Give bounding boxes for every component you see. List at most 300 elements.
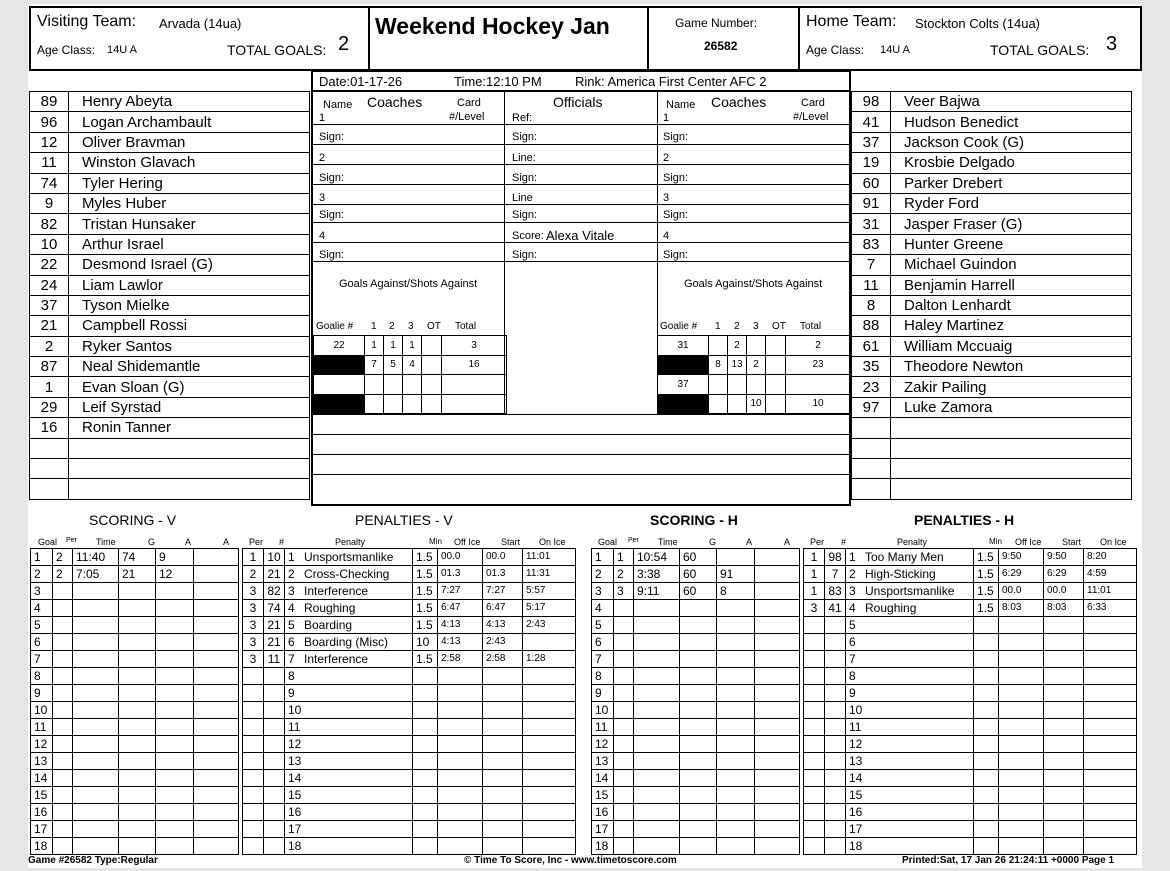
penalty-player — [825, 685, 846, 702]
penalty-desc-cell — [846, 617, 974, 634]
period — [53, 787, 73, 804]
penalty-off-ice — [438, 804, 483, 821]
time: 7:05 — [73, 566, 119, 583]
visiting-total-goals: 2 — [338, 33, 350, 55]
goal-num: 11 — [592, 719, 614, 736]
penalty-line-num: 11 — [288, 720, 301, 734]
ph-hdr-min: Min — [989, 537, 1002, 546]
penalty-minutes — [974, 719, 999, 736]
assist-1 — [156, 804, 194, 821]
sh-hdr-a1: A — [746, 537, 753, 547]
roster-row — [30, 112, 310, 132]
scoring-h-table — [591, 548, 800, 855]
penalty-minutes: 1.5 — [974, 583, 999, 600]
home-coach-2-num: 2 — [663, 152, 670, 164]
player-name: Veer Bajwa — [891, 92, 1132, 112]
player-number: 41 — [852, 112, 891, 132]
penalty-row — [243, 753, 576, 770]
assist-2 — [194, 736, 239, 753]
goalie-cell — [365, 375, 384, 395]
assist-1 — [156, 685, 194, 702]
period — [614, 838, 634, 855]
goal-scorer — [119, 600, 156, 617]
penalty-on-ice: 5:57 — [523, 583, 576, 600]
visiting-coach-1-num: 1 — [319, 112, 326, 124]
assist-2 — [755, 804, 800, 821]
penalty-row — [243, 787, 576, 804]
penalty-line-num: 5 — [288, 618, 295, 632]
scoring-row — [592, 634, 800, 651]
penalty-player — [825, 753, 846, 770]
visiting-age-class: 14U A — [107, 44, 137, 56]
assist-2 — [194, 617, 239, 634]
h-goalie-hdr-p1: 1 — [715, 321, 721, 332]
visiting-team-box — [29, 6, 370, 71]
roster-row — [30, 214, 310, 234]
visiting-coach-1-sign: Sign: — [319, 131, 345, 143]
roster-row — [30, 275, 310, 295]
goalie-cell: 10 — [747, 394, 766, 414]
penalty-line-num: 14 — [849, 771, 863, 785]
penalty-row — [804, 770, 1137, 787]
goal-scorer — [119, 821, 156, 838]
penalty-desc-cell — [285, 736, 413, 753]
assist-1 — [156, 770, 194, 787]
player-name: William Mccuaig — [891, 336, 1132, 356]
penalty-off-ice — [999, 651, 1044, 668]
player-name: Henry Abeyta — [69, 92, 310, 112]
player-name: Benjamin Harrell — [891, 275, 1132, 295]
roster-row — [852, 92, 1132, 112]
penalty-off-ice: 6:47 — [438, 600, 483, 617]
home-goalie-stats-title: Goals Against/Shots Against — [684, 278, 823, 290]
player-number: 10 — [30, 234, 69, 254]
period — [614, 600, 634, 617]
penalty-on-ice — [1084, 634, 1137, 651]
penalty-period: 1 — [243, 549, 264, 566]
penalties-v-table — [242, 548, 576, 855]
assist-2 — [194, 753, 239, 770]
time — [634, 787, 680, 804]
visiting-staff-name-header: Name — [323, 99, 353, 111]
goalie-cell — [422, 375, 442, 395]
penalty-minutes — [413, 736, 438, 753]
home-coaches-header: Coaches — [711, 94, 767, 110]
game-number: 26582 — [704, 39, 738, 53]
player-number: 37 — [852, 132, 891, 152]
game-number-box — [647, 6, 800, 71]
player-number: 12 — [30, 132, 69, 152]
player-number — [852, 438, 891, 458]
goalie-cell: 4 — [403, 355, 422, 375]
assist-2 — [194, 702, 239, 719]
penalty-name: Roughing — [865, 601, 917, 615]
player-number: 11 — [852, 275, 891, 295]
goal-scorer — [680, 753, 717, 770]
penalty-player — [825, 821, 846, 838]
penalty-start — [483, 770, 523, 787]
scoring-row — [31, 787, 239, 804]
goal-scorer — [680, 702, 717, 719]
goal-num: 6 — [592, 634, 614, 651]
penalty-row — [804, 634, 1137, 651]
v-goalie-hdr-goalie: Goalie # — [316, 321, 354, 332]
goalie-cell: 8 — [709, 355, 728, 375]
roster-row — [30, 377, 310, 397]
penalty-desc-cell — [285, 668, 413, 685]
penalty-on-ice — [1084, 617, 1137, 634]
goalie-cell — [747, 375, 766, 395]
penalty-player: 21 — [264, 566, 285, 583]
goalie-cell: 3 — [442, 336, 507, 356]
roster-row — [852, 295, 1132, 315]
penalty-start — [483, 838, 523, 855]
assist-1 — [717, 668, 755, 685]
penalty-player — [264, 821, 285, 838]
assist-1 — [156, 600, 194, 617]
penalties-h-table — [803, 548, 1137, 855]
goal-scorer: 60 — [680, 583, 717, 600]
goal-scorer — [680, 787, 717, 804]
goal-scorer — [119, 770, 156, 787]
goalie-cell — [422, 355, 442, 375]
official-score-label: Score: — [512, 230, 544, 242]
penalty-on-ice — [523, 668, 576, 685]
period — [614, 651, 634, 668]
goalie-cell — [766, 375, 786, 395]
penalty-line-num: 1 — [288, 550, 295, 564]
penalty-start — [1044, 804, 1084, 821]
assist-1 — [717, 736, 755, 753]
penalty-off-ice — [438, 736, 483, 753]
assist-2 — [755, 838, 800, 855]
assist-2 — [755, 668, 800, 685]
penalty-minutes — [413, 719, 438, 736]
penalty-start: 6:47 — [483, 600, 523, 617]
penalty-period: 3 — [243, 651, 264, 668]
penalty-start: 2:58 — [483, 651, 523, 668]
period — [614, 736, 634, 753]
scoring-row — [592, 821, 800, 838]
time — [634, 753, 680, 770]
player-number — [30, 479, 69, 499]
assist-2 — [194, 600, 239, 617]
penalty-player: 74 — [264, 600, 285, 617]
sv-hdr-a2: A — [223, 537, 230, 547]
penalty-off-ice — [999, 787, 1044, 804]
player-name: Campbell Rossi — [69, 316, 310, 336]
goalie-cell: 2 — [786, 336, 851, 356]
penalty-off-ice: 4:13 — [438, 617, 483, 634]
roster-row — [852, 397, 1132, 417]
assist-1 — [156, 719, 194, 736]
penalty-row — [804, 787, 1137, 804]
penalty-line-num: 18 — [288, 839, 302, 853]
penalty-player — [825, 770, 846, 787]
player-name: Desmond Israel (G) — [69, 255, 310, 275]
player-number: 8 — [852, 295, 891, 315]
home-level-header: #/Level — [793, 111, 829, 123]
visiting-total-goals-label: TOTAL GOALS: — [227, 42, 327, 58]
scoring-row — [31, 821, 239, 838]
penalty-minutes: 1.5 — [413, 651, 438, 668]
penalty-player: 21 — [264, 634, 285, 651]
home-coach-4-sign: Sign: — [663, 249, 689, 261]
penalty-minutes — [413, 668, 438, 685]
ph-hdr-onice: On Ice — [1100, 537, 1127, 547]
goalie-cell — [442, 394, 507, 414]
roster-row — [30, 459, 310, 479]
penalty-line-num: 13 — [288, 754, 302, 768]
penalty-start — [1044, 719, 1084, 736]
title-box — [368, 6, 649, 71]
player-number: 9 — [30, 193, 69, 213]
goal-num: 6 — [31, 634, 53, 651]
footer-copyright: © Time To Score, Inc - www.timetoscore.com — [464, 855, 677, 866]
penalty-on-ice: 5:17 — [523, 600, 576, 617]
home-card-header: Card — [801, 97, 825, 109]
assist-2 — [194, 651, 239, 668]
penalty-row — [243, 549, 576, 566]
penalty-player — [264, 753, 285, 770]
goal-num: 14 — [592, 770, 614, 787]
sv-hdr-a1: A — [185, 537, 192, 547]
player-number — [30, 459, 69, 479]
assist-1 — [717, 753, 755, 770]
penalty-desc-cell — [846, 736, 974, 753]
penalty-player — [825, 668, 846, 685]
period — [53, 753, 73, 770]
time — [73, 736, 119, 753]
pv-hdr-office: Off Ice — [454, 537, 481, 547]
goal-scorer: 21 — [119, 566, 156, 583]
penalty-desc-cell — [846, 668, 974, 685]
penalty-off-ice — [999, 617, 1044, 634]
goalie-cell — [709, 394, 728, 414]
penalty-start: 4:13 — [483, 617, 523, 634]
goalie-row — [314, 336, 507, 356]
penalty-name: Boarding — [304, 618, 353, 632]
official-score-sign: Sign: — [512, 249, 538, 261]
page-title: Weekend Hockey Jan — [375, 13, 610, 39]
penalty-off-ice — [438, 770, 483, 787]
roster-row — [30, 438, 310, 458]
period — [53, 838, 73, 855]
goal-num: 17 — [592, 821, 614, 838]
penalty-on-ice — [1084, 685, 1137, 702]
penalty-row — [804, 583, 1137, 600]
penalty-desc-cell — [846, 651, 974, 668]
staff-officials-block — [311, 90, 851, 506]
penalty-row — [804, 566, 1137, 583]
assist-2 — [755, 566, 800, 583]
footer-printed: Printed:Sat, 17 Jan 26 21:24:11 +0000 Page 1 — [902, 855, 1115, 866]
penalty-period: 3 — [804, 600, 825, 617]
time — [634, 804, 680, 821]
home-coach-3-sign: Sign: — [663, 209, 689, 221]
roster-row — [30, 255, 310, 275]
goalie-cell — [403, 375, 422, 395]
time — [73, 719, 119, 736]
goal-scorer — [119, 583, 156, 600]
player-name — [69, 459, 310, 479]
visiting-coaches-header: Coaches — [367, 94, 423, 110]
player-name: Luke Zamora — [891, 397, 1132, 417]
scoring-row — [31, 838, 239, 855]
penalty-off-ice — [999, 668, 1044, 685]
period — [53, 668, 73, 685]
time — [73, 583, 119, 600]
penalty-line-num: 16 — [849, 805, 863, 819]
goal-scorer — [119, 753, 156, 770]
goal-scorer — [680, 736, 717, 753]
penalty-start — [483, 719, 523, 736]
assist-2 — [194, 719, 239, 736]
penalty-row — [243, 770, 576, 787]
scoring-row — [592, 617, 800, 634]
goalie-row — [658, 355, 851, 375]
player-number — [852, 479, 891, 499]
goal-num: 2 — [31, 566, 53, 583]
penalty-off-ice — [999, 634, 1044, 651]
goalie-cell: 7 — [365, 355, 384, 375]
goalie-cell — [766, 355, 786, 375]
penalty-line-num: 8 — [288, 669, 295, 683]
goal-scorer — [119, 617, 156, 634]
penalty-desc-cell — [846, 770, 974, 787]
penalty-desc-cell — [846, 685, 974, 702]
player-name — [891, 418, 1132, 438]
goal-num: 3 — [592, 583, 614, 600]
penalty-line-num: 10 — [288, 703, 302, 717]
penalty-name: Unsportsmanlike — [304, 550, 394, 564]
period: 1 — [614, 549, 634, 566]
penalty-period — [243, 736, 264, 753]
time — [73, 600, 119, 617]
goalie-cell: 2 — [747, 355, 766, 375]
sv-hdr-per: Per — [66, 537, 77, 544]
home-total-goals-label: TOTAL GOALS: — [990, 42, 1090, 58]
goal-scorer — [680, 719, 717, 736]
assist-1 — [717, 634, 755, 651]
assist-1 — [717, 549, 755, 566]
goal-scorer: 60 — [680, 566, 717, 583]
goal-num: 5 — [592, 617, 614, 634]
goal-num: 7 — [31, 651, 53, 668]
roster-row — [852, 112, 1132, 132]
assist-1 — [156, 753, 194, 770]
rink-name: Rink: America First Center AFC 2 — [575, 74, 767, 89]
scoring-row — [31, 753, 239, 770]
goalie-row — [658, 336, 851, 356]
penalty-line-num: 5 — [849, 618, 856, 632]
goal-num: 1 — [592, 549, 614, 566]
assist-2 — [755, 702, 800, 719]
scoring-row — [592, 549, 800, 566]
period — [53, 634, 73, 651]
penalty-desc-cell — [846, 566, 974, 583]
penalty-player: 98 — [825, 549, 846, 566]
scoring-row — [31, 600, 239, 617]
assist-2 — [755, 583, 800, 600]
penalty-row — [804, 804, 1137, 821]
penalty-player — [825, 617, 846, 634]
scoring-row — [592, 770, 800, 787]
player-number: 35 — [852, 357, 891, 377]
penalty-player — [264, 702, 285, 719]
penalty-period — [804, 702, 825, 719]
penalty-player — [825, 787, 846, 804]
roster-row — [852, 234, 1132, 254]
penalty-row — [243, 651, 576, 668]
h-goalie-hdr-p2: 2 — [734, 321, 740, 332]
penalty-minutes: 1.5 — [974, 549, 999, 566]
penalty-player — [825, 736, 846, 753]
penalty-on-ice — [523, 804, 576, 821]
penalty-name: Roughing — [304, 601, 356, 615]
penalty-off-ice — [999, 685, 1044, 702]
assist-1 — [717, 685, 755, 702]
player-number: 88 — [852, 316, 891, 336]
penalty-minutes — [413, 787, 438, 804]
assist-1 — [156, 617, 194, 634]
scoring-row — [31, 685, 239, 702]
penalty-start — [483, 821, 523, 838]
scoring-row — [31, 549, 239, 566]
player-name: Haley Martinez — [891, 316, 1132, 336]
player-number: 21 — [30, 316, 69, 336]
penalty-start — [1044, 770, 1084, 787]
goalie-cell: 2 — [728, 336, 747, 356]
penalty-start: 00.0 — [1044, 583, 1084, 600]
penalty-player — [264, 787, 285, 804]
goal-scorer — [680, 685, 717, 702]
penalty-line-num: 15 — [288, 788, 302, 802]
penalty-off-ice — [999, 770, 1044, 787]
roster-row — [852, 255, 1132, 275]
roster-row — [30, 92, 310, 112]
roster-row — [852, 316, 1132, 336]
goal-num: 14 — [31, 770, 53, 787]
penalty-row — [804, 685, 1137, 702]
scoring-row — [31, 702, 239, 719]
player-name: Ryker Santos — [69, 336, 310, 356]
assist-1 — [717, 600, 755, 617]
time — [634, 702, 680, 719]
penalty-row — [243, 804, 576, 821]
player-name: Tristan Hunsaker — [69, 214, 310, 234]
penalty-off-ice — [999, 702, 1044, 719]
scoring-row — [31, 651, 239, 668]
home-staff-name-header: Name — [666, 99, 696, 111]
player-name: Ronin Tanner — [69, 418, 310, 438]
goal-num: 3 — [31, 583, 53, 600]
assist-2 — [194, 668, 239, 685]
ph-hdr-penalty: Penalty — [897, 537, 928, 547]
home-goalie-table — [657, 335, 851, 414]
penalty-minutes: 1.5 — [974, 566, 999, 583]
player-name: Winston Glavach — [69, 153, 310, 173]
penalty-player — [264, 668, 285, 685]
h-goalie-hdr-total: Total — [800, 321, 822, 332]
player-number: 74 — [30, 173, 69, 193]
h-goalie-hdr-p3: 3 — [753, 321, 759, 332]
penalty-start — [483, 685, 523, 702]
goal-scorer — [680, 804, 717, 821]
sh-hdr-time: Time — [658, 537, 678, 547]
assist-2 — [755, 787, 800, 804]
player-number: 7 — [852, 255, 891, 275]
